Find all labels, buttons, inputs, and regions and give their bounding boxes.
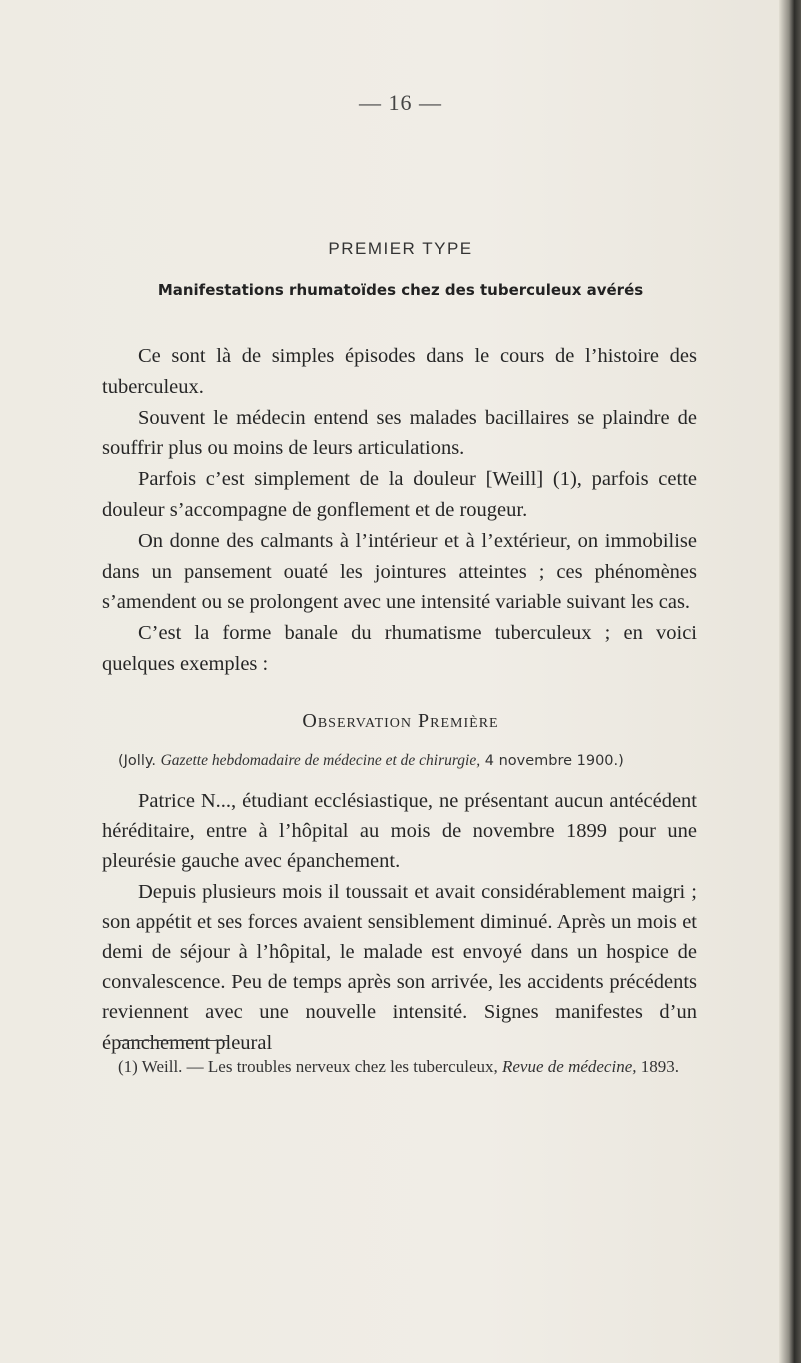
book-spine-shadow [779,0,801,1363]
footnote-divider [120,1040,228,1041]
reference-journal: Gazette hebdomadaire de médecine et de chirurgie, [160,752,481,769]
footnote-year: 1893. [640,1057,679,1076]
paragraph: Depuis plusieurs mois il toussait et avait considérablement maigri ; son appétit et ses forces avaient sensiblement diminué. Après un mois et demi de séjour à l’hôpital, le malade est envoyé dans un hospice de convalescence. Peu de temps après son arrivée, les accidents précédents reviennent avec une nouvelle intensité. Signes manifestes d’un épanchement pleural [102,880,697,1054]
section-title: Manifestations rhumatoïdes chez des tuberculeux avérés [157,281,644,299]
footnote-journal: Revue de médecine, [502,1057,637,1076]
page-number: — 16 — [359,90,442,115]
intro-text [102,341,697,680]
footnote [102,1052,697,1081]
reference-author: (Jolly. [118,753,156,769]
observation-title: Observation Première [302,710,499,732]
paragraph: C’est la forme banale du rhumatisme tuberculeux ; en voici quelques exemples : [102,622,697,675]
reference-date: 4 novembre 1900.) [484,753,624,769]
observation-reference [118,752,718,770]
paragraph: Parfois c’est simplement de la douleur [Weill] (1), parfois cette douleur s’accompagne de gonflement et de rougeur. [102,468,697,521]
paragraph: On donne des calmants à l’intérieur et à l’extérieur, on immobilise dans un pansement ouaté les jointures atteintes ; ces phénomènes s’amendent ou se prolongent avec une intensité variable suivant les cas. [102,529,697,614]
paragraph: Patrice N..., étudiant ecclésiastique, ne présentant aucun antécédent héréditaire, entre à l’hôpital au mois de novembre 1899 pour une pleurésie gauche avec épanchement. [102,790,697,873]
chapter-title: PREMIER TYPE [328,239,473,258]
paragraph: Souvent le médecin entend ses malades bacillaires se plaindre de souffrir plus ou moins de leurs articulations. [102,406,697,460]
footnote-text: (1) Weill. — Les troubles nerveux chez les tuberculeux, [118,1057,498,1076]
observation-text [102,786,697,1058]
paragraph: Ce sont là de simples épisodes dans le cours de l’histoire des tuberculeux. [102,345,697,398]
